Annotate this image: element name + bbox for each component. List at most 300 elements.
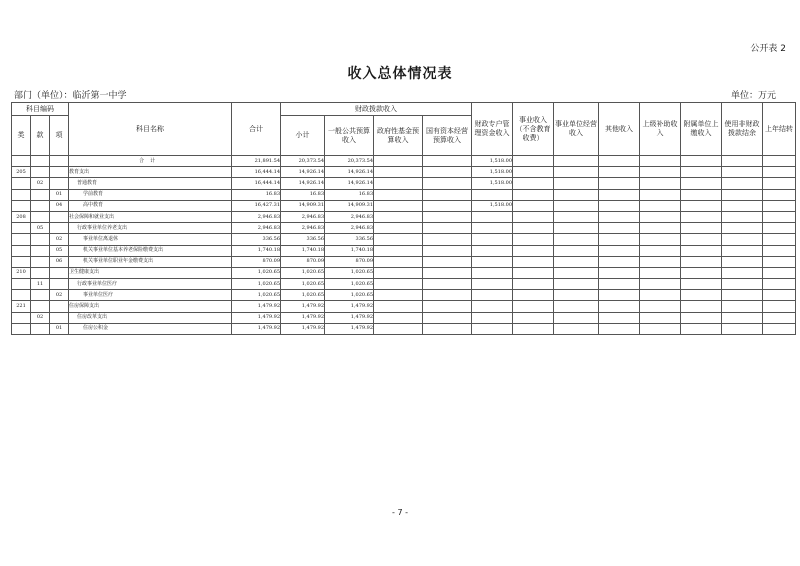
cell-business-unit [554, 312, 599, 323]
cell-business-income [513, 211, 554, 222]
table-row [12, 279, 796, 290]
cell-kuan [31, 200, 50, 211]
cell-general-budget: 16.83 [325, 189, 374, 200]
cell-carryover [763, 279, 796, 290]
cell-non-fiscal [722, 200, 763, 211]
cell-carryover [763, 167, 796, 178]
cell-gov-fund [374, 301, 423, 312]
cell-business-unit [554, 200, 599, 211]
cell-non-fiscal [722, 167, 763, 178]
cell-affiliated [681, 256, 722, 267]
cell-general-budget: 1,020.65 [325, 267, 374, 278]
cell-business-unit [554, 279, 599, 290]
header-kuan: 款 [31, 116, 50, 156]
cell-affiliated [681, 301, 722, 312]
cell-other [599, 245, 640, 256]
cell-non-fiscal [722, 290, 763, 301]
cell-xiang [50, 312, 69, 323]
cell-carryover [763, 223, 796, 234]
cell-carryover [763, 189, 796, 200]
cell-business-income [513, 223, 554, 234]
cell-subject-name: 行政事业单位医疗 [69, 279, 232, 290]
cell-general-budget: 14,926.14 [325, 167, 374, 178]
cell-state-capital [423, 290, 472, 301]
cell-subtotal: 16.83 [281, 189, 325, 200]
cell-business-unit [554, 211, 599, 222]
cell-other [599, 156, 640, 167]
cell-affiliated [681, 178, 722, 189]
cell-kuan [31, 156, 50, 167]
cell-business-unit [554, 323, 599, 334]
cell-kuan [31, 290, 50, 301]
cell-lei: 210 [12, 267, 31, 278]
table-body [12, 156, 796, 335]
cell-fiscal-special [472, 279, 513, 290]
table-row [12, 178, 796, 189]
cell-lei [12, 189, 31, 200]
cell-lei [12, 290, 31, 301]
table-row [12, 200, 796, 211]
page-title: 收入总体情况表 [347, 66, 453, 82]
cell-lei [12, 279, 31, 290]
cell-general-budget: 870.09 [325, 256, 374, 267]
header-xiang: 项 [50, 116, 69, 156]
cell-general-budget: 1,479.92 [325, 312, 374, 323]
cell-subject-name: 教育支出 [69, 167, 232, 178]
cell-gov-fund [374, 245, 423, 256]
cell-carryover [763, 245, 796, 256]
cell-xiang: 05 [50, 245, 69, 256]
cell-business-income [513, 200, 554, 211]
cell-affiliated [681, 267, 722, 278]
cell-total: 2,946.83 [232, 211, 281, 222]
department-label: 部门（单位）：临沂第一中学 [14, 91, 127, 101]
cell-subtotal: 1,479.92 [281, 301, 325, 312]
cell-subtotal: 14,909.31 [281, 200, 325, 211]
cell-total: 1,479.92 [232, 312, 281, 323]
cell-subtotal: 336.56 [281, 234, 325, 245]
cell-fiscal-special [472, 301, 513, 312]
cell-carryover [763, 211, 796, 222]
cell-superior-subsidy [640, 200, 681, 211]
cell-state-capital [423, 178, 472, 189]
cell-lei: 208 [12, 211, 31, 222]
header-fiscal-group: 财政拨款收入 [281, 103, 472, 116]
cell-general-budget: 2,946.83 [325, 223, 374, 234]
cell-business-income [513, 267, 554, 278]
cell-gov-fund [374, 312, 423, 323]
cell-xiang [50, 167, 69, 178]
cell-non-fiscal [722, 301, 763, 312]
cell-subject-name: 机关事业单位基本养老保险缴费支出 [69, 245, 232, 256]
cell-gov-fund [374, 189, 423, 200]
cell-carryover [763, 156, 796, 167]
cell-fiscal-special: 1,518.00 [472, 156, 513, 167]
cell-fiscal-special [472, 290, 513, 301]
header-fiscal-special: 财政专户管理资金收入 [472, 103, 513, 156]
cell-superior-subsidy [640, 211, 681, 222]
cell-business-income [513, 256, 554, 267]
cell-state-capital [423, 156, 472, 167]
cell-state-capital [423, 301, 472, 312]
cell-general-budget: 1,740.18 [325, 245, 374, 256]
cell-business-income [513, 312, 554, 323]
cell-xiang: 01 [50, 323, 69, 334]
cell-subtotal: 1,479.92 [281, 323, 325, 334]
cell-carryover [763, 312, 796, 323]
cell-kuan: 02 [31, 178, 50, 189]
header-gov-fund: 政府性基金预算收入 [374, 116, 423, 156]
cell-business-unit [554, 290, 599, 301]
cell-xiang [50, 267, 69, 278]
cell-fiscal-special [472, 256, 513, 267]
cell-gov-fund [374, 323, 423, 334]
cell-non-fiscal [722, 312, 763, 323]
cell-other [599, 279, 640, 290]
cell-superior-subsidy [640, 189, 681, 200]
cell-xiang [50, 178, 69, 189]
cell-subtotal: 14,926.14 [281, 167, 325, 178]
table-row [12, 156, 796, 167]
cell-subtotal: 1,020.65 [281, 290, 325, 301]
cell-superior-subsidy [640, 223, 681, 234]
cell-state-capital [423, 256, 472, 267]
cell-business-income [513, 167, 554, 178]
header-total: 合计 [232, 103, 281, 156]
cell-subtotal: 1,020.65 [281, 279, 325, 290]
cell-lei [12, 323, 31, 334]
cell-superior-subsidy [640, 178, 681, 189]
cell-general-budget: 336.56 [325, 234, 374, 245]
cell-gov-fund [374, 267, 423, 278]
cell-business-income [513, 323, 554, 334]
cell-affiliated [681, 234, 722, 245]
cell-state-capital [423, 234, 472, 245]
cell-xiang [50, 223, 69, 234]
cell-total: 1,020.65 [232, 290, 281, 301]
cell-lei [12, 312, 31, 323]
cell-kuan [31, 301, 50, 312]
table-row [12, 189, 796, 200]
cell-xiang: 01 [50, 189, 69, 200]
cell-superior-subsidy [640, 167, 681, 178]
cell-non-fiscal [722, 178, 763, 189]
cell-general-budget: 14,909.31 [325, 200, 374, 211]
page-number: - 7 - [392, 508, 408, 517]
cell-business-income [513, 189, 554, 200]
cell-affiliated [681, 323, 722, 334]
cell-total: 2,946.83 [232, 223, 281, 234]
cell-business-income [513, 234, 554, 245]
cell-kuan [31, 234, 50, 245]
header-general-budget: 一般公共预算收入 [325, 116, 374, 156]
header-subject-code: 科目编码 [12, 103, 69, 116]
unit-label: 单位：万元 [730, 91, 776, 101]
cell-superior-subsidy [640, 301, 681, 312]
header-subject-name: 科目名称 [69, 103, 232, 156]
table-row [12, 256, 796, 267]
cell-superior-subsidy [640, 156, 681, 167]
cell-kuan: 02 [31, 312, 50, 323]
cell-subject-name: 事业单位离退休 [69, 234, 232, 245]
cell-total: 21,891.54 [232, 156, 281, 167]
cell-other [599, 178, 640, 189]
table-row [12, 223, 796, 234]
cell-other [599, 234, 640, 245]
table-header [12, 103, 796, 156]
cell-affiliated [681, 189, 722, 200]
cell-subject-name: 社会保障和就业支出 [69, 211, 232, 222]
cell-affiliated [681, 245, 722, 256]
cell-gov-fund [374, 167, 423, 178]
cell-general-budget: 1,479.92 [325, 301, 374, 312]
cell-carryover [763, 267, 796, 278]
cell-business-unit [554, 178, 599, 189]
cell-subtotal: 2,946.83 [281, 211, 325, 222]
cell-non-fiscal [722, 256, 763, 267]
cell-affiliated [681, 167, 722, 178]
cell-other [599, 167, 640, 178]
cell-superior-subsidy [640, 267, 681, 278]
cell-superior-subsidy [640, 279, 681, 290]
cell-subtotal: 1,479.92 [281, 312, 325, 323]
cell-other [599, 200, 640, 211]
cell-xiang [50, 156, 69, 167]
cell-state-capital [423, 312, 472, 323]
cell-superior-subsidy [640, 290, 681, 301]
cell-state-capital [423, 167, 472, 178]
cell-total: 870.09 [232, 256, 281, 267]
cell-total: 336.56 [232, 234, 281, 245]
cell-non-fiscal [722, 211, 763, 222]
cell-xiang: 02 [50, 234, 69, 245]
cell-total: 1,020.65 [232, 267, 281, 278]
cell-non-fiscal [722, 323, 763, 334]
cell-total: 1,740.18 [232, 245, 281, 256]
cell-fiscal-special [472, 223, 513, 234]
cell-xiang: 04 [50, 200, 69, 211]
cell-general-budget: 14,926.14 [325, 178, 374, 189]
cell-state-capital [423, 200, 472, 211]
cell-lei [12, 178, 31, 189]
cell-non-fiscal [722, 189, 763, 200]
cell-superior-subsidy [640, 323, 681, 334]
cell-state-capital [423, 211, 472, 222]
cell-total: 16,444.14 [232, 178, 281, 189]
cell-subject-name: 卫生健康支出 [69, 267, 232, 278]
cell-carryover [763, 323, 796, 334]
cell-xiang: 06 [50, 256, 69, 267]
cell-state-capital [423, 323, 472, 334]
cell-fiscal-special [472, 234, 513, 245]
cell-gov-fund [374, 223, 423, 234]
cell-lei [12, 234, 31, 245]
cell-general-budget: 1,020.65 [325, 290, 374, 301]
cell-other [599, 267, 640, 278]
cell-state-capital [423, 189, 472, 200]
cell-gov-fund [374, 256, 423, 267]
cell-kuan [31, 245, 50, 256]
cell-total: 16,427.31 [232, 200, 281, 211]
cell-carryover [763, 200, 796, 211]
cell-business-unit [554, 256, 599, 267]
header-business-income: 事业收入（不含教育收费） [513, 103, 554, 156]
cell-gov-fund [374, 211, 423, 222]
cell-fiscal-special [472, 312, 513, 323]
cell-kuan [31, 167, 50, 178]
cell-subject-name: 高中教育 [69, 200, 232, 211]
cell-state-capital [423, 245, 472, 256]
cell-kuan [31, 211, 50, 222]
cell-fiscal-special: 1,518.00 [472, 167, 513, 178]
table-row [12, 301, 796, 312]
cell-business-unit [554, 267, 599, 278]
cell-other [599, 211, 640, 222]
cell-subtotal: 1,740.18 [281, 245, 325, 256]
cell-business-unit [554, 156, 599, 167]
cell-superior-subsidy [640, 245, 681, 256]
cell-state-capital [423, 267, 472, 278]
cell-business-unit [554, 189, 599, 200]
cell-xiang [50, 279, 69, 290]
cell-fiscal-special [472, 211, 513, 222]
cell-xiang [50, 211, 69, 222]
cell-fiscal-special [472, 189, 513, 200]
cell-subject-name: 普通教育 [69, 178, 232, 189]
table-row [12, 267, 796, 278]
cell-total: 1,020.65 [232, 279, 281, 290]
cell-other [599, 312, 640, 323]
cell-subject-name: 住房改革支出 [69, 312, 232, 323]
cell-general-budget: 2,946.83 [325, 211, 374, 222]
cell-lei [12, 200, 31, 211]
cell-superior-subsidy [640, 256, 681, 267]
cell-general-budget: 20,373.54 [325, 156, 374, 167]
cell-general-budget: 1,020.65 [325, 279, 374, 290]
cell-carryover [763, 301, 796, 312]
header-lei: 类 [12, 116, 31, 156]
cell-gov-fund [374, 290, 423, 301]
table-row [12, 167, 796, 178]
header-non-fiscal: 使用非财政拨款结余 [722, 103, 763, 156]
cell-affiliated [681, 290, 722, 301]
cell-subject-name: 合计 [69, 156, 232, 167]
cell-non-fiscal [722, 245, 763, 256]
cell-affiliated [681, 223, 722, 234]
cell-xiang [50, 301, 69, 312]
cell-gov-fund [374, 156, 423, 167]
cell-kuan [31, 323, 50, 334]
cell-other [599, 323, 640, 334]
cell-non-fiscal [722, 156, 763, 167]
cell-gov-fund [374, 178, 423, 189]
cell-other [599, 223, 640, 234]
cell-business-income [513, 279, 554, 290]
cell-other [599, 256, 640, 267]
cell-other [599, 189, 640, 200]
cell-total: 1,479.92 [232, 301, 281, 312]
cell-fiscal-special [472, 245, 513, 256]
table-row [12, 323, 796, 334]
cell-subtotal: 870.09 [281, 256, 325, 267]
cell-non-fiscal [722, 234, 763, 245]
cell-business-income [513, 301, 554, 312]
table-row [12, 234, 796, 245]
cell-business-unit [554, 167, 599, 178]
cell-business-income [513, 245, 554, 256]
cell-non-fiscal [722, 267, 763, 278]
page-tag: 公开表 2 [750, 44, 786, 54]
cell-affiliated [681, 200, 722, 211]
cell-subject-name: 住房公积金 [69, 323, 232, 334]
table-row [12, 211, 796, 222]
cell-subject-name: 机关事业单位职业年金缴费支出 [69, 256, 232, 267]
cell-carryover [763, 234, 796, 245]
cell-lei [12, 256, 31, 267]
cell-kuan [31, 267, 50, 278]
cell-gov-fund [374, 234, 423, 245]
cell-subject-name: 住房保障支出 [69, 301, 232, 312]
cell-affiliated [681, 279, 722, 290]
cell-general-budget: 1,479.92 [325, 323, 374, 334]
cell-superior-subsidy [640, 234, 681, 245]
cell-carryover [763, 256, 796, 267]
table-row [12, 290, 796, 301]
cell-other [599, 290, 640, 301]
cell-subtotal: 2,946.83 [281, 223, 325, 234]
cell-business-unit [554, 301, 599, 312]
cell-carryover [763, 290, 796, 301]
cell-affiliated [681, 156, 722, 167]
table-row [12, 245, 796, 256]
cell-xiang: 02 [50, 290, 69, 301]
cell-business-unit [554, 234, 599, 245]
cell-lei [12, 156, 31, 167]
cell-carryover [763, 178, 796, 189]
table-row [12, 312, 796, 323]
cell-lei [12, 245, 31, 256]
cell-lei [12, 223, 31, 234]
cell-affiliated [681, 211, 722, 222]
cell-subject-name: 学前教育 [69, 189, 232, 200]
cell-kuan [31, 189, 50, 200]
cell-fiscal-special [472, 267, 513, 278]
header-affiliated: 附属单位上缴收入 [681, 103, 722, 156]
cell-lei: 205 [12, 167, 31, 178]
cell-subject-name: 行政事业单位养老支出 [69, 223, 232, 234]
header-other: 其他收入 [599, 103, 640, 156]
cell-fiscal-special: 1,518.00 [472, 178, 513, 189]
cell-gov-fund [374, 279, 423, 290]
cell-business-unit [554, 245, 599, 256]
cell-total: 1,479.92 [232, 323, 281, 334]
cell-fiscal-special: 1,518.00 [472, 200, 513, 211]
cell-kuan: 05 [31, 223, 50, 234]
cell-subtotal: 1,020.65 [281, 267, 325, 278]
cell-subtotal: 20,373.54 [281, 156, 325, 167]
cell-business-income [513, 156, 554, 167]
cell-state-capital [423, 279, 472, 290]
cell-non-fiscal [722, 223, 763, 234]
cell-subtotal: 14,926.14 [281, 178, 325, 189]
cell-gov-fund [374, 200, 423, 211]
cell-superior-subsidy [640, 312, 681, 323]
cell-kuan [31, 256, 50, 267]
cell-other [599, 301, 640, 312]
cell-kuan: 11 [31, 279, 50, 290]
header-business-unit: 事业单位经营收入 [554, 103, 599, 156]
cell-subject-name: 事业单位医疗 [69, 290, 232, 301]
